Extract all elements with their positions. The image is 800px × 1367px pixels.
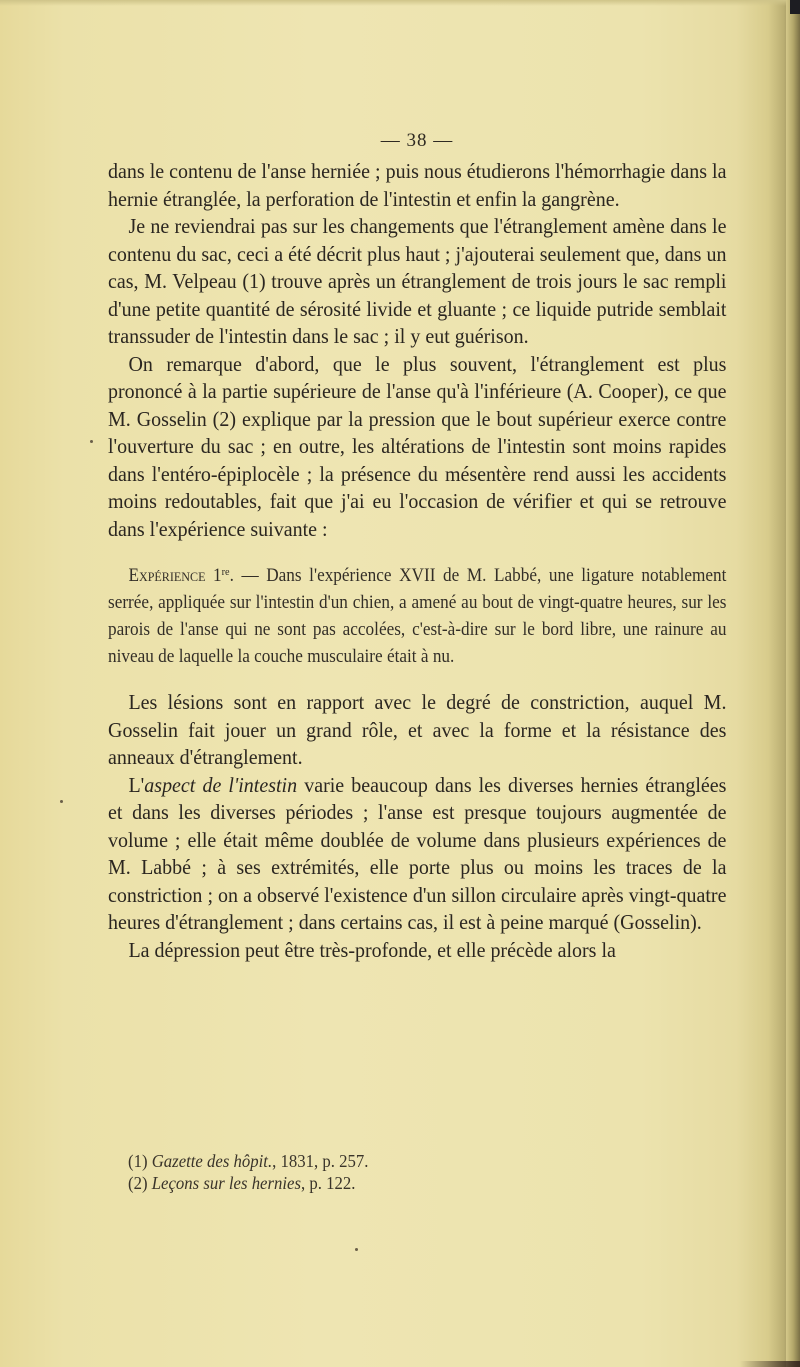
paragraph-velpeau: Je ne reviendrai pas sur les changements que l'étranglement amène dans le contenu du sac, ceci a été décrit plus haut ; j'ajouterai seulement que, dans un cas, M. Velpeau (1) trouve après un étranglement de trois jours le sac rempli d'une petite quantité de sérosité livide et gluante ; ce liquide putride semblait transsuder de l'intestin dans le sac ; il y eut guérison. bbox=[108, 214, 727, 348]
book-cover-corner-bottom bbox=[740, 1361, 800, 1367]
paper-speck bbox=[355, 1248, 358, 1251]
footnote-marker: (2) bbox=[128, 1173, 148, 1193]
experiment-label-sup: re bbox=[221, 566, 230, 578]
paragraph-lesions: Les lésions sont en rapport avec le degré de constriction, auquel M. Gosselin fait jouer un grand rôle, et avec la forme et la résistance des anneaux d'étranglement. bbox=[108, 690, 727, 769]
experiment-text: . — Dans l'expérience XVII de M. Labbé, une ligature notablement serrée, appliquée sur l'intestin d'un chien, a amené au bout de vingt-quatre heures, sur les parois de l'anse qui ne sont pas accolées, c'est-à-dire sur le bord libre, une rainure au niveau de laquelle la couche musculaire était à nu. bbox=[108, 566, 727, 667]
footnote-2 bbox=[128, 1172, 368, 1194]
paragraph-continuation: dans le contenu de l'anse herniée ; puis nous étudierons l'hémorrhagie dans la hernie étranglée, la perforation de l'intestin et enfin la gangrène. bbox=[108, 159, 727, 211]
footnote-text: , 1831, p. 257. bbox=[272, 1151, 369, 1171]
experiment-paragraph bbox=[108, 559, 726, 671]
paragraph-aspect bbox=[108, 772, 726, 937]
paragraph-depression: La dépression peut être très-profonde, et elle précède alors la bbox=[128, 937, 616, 962]
page-top-edge bbox=[0, 0, 800, 6]
aspect-text: varie beaucoup dans les diverses hernies étranglées et dans les diverses périodes ; l'anse est presque toujours augmentée de volume ; elle était même doublée de volume dans plusieurs expériences de M. Labbé ; à ses extrémités, elle porte plus ou moins les traces de la constriction ; on a observé l'existence d'un sillon circulaire après vingt-quatre heures d'étranglement ; dans certains cas, il est à peine marqué (Gosselin). bbox=[108, 772, 727, 934]
footnote-text: , p. 122. bbox=[300, 1173, 356, 1193]
paper-speck bbox=[60, 800, 63, 803]
body-text bbox=[108, 158, 726, 964]
footnote-source: Leçons sur les hernies bbox=[151, 1173, 301, 1193]
book-cover-corner bbox=[790, 0, 800, 14]
aspect-italic-term: aspect de l'intestin bbox=[144, 772, 298, 797]
experiment-label: Expérience 1 bbox=[128, 566, 222, 586]
aspect-lead: L' bbox=[128, 772, 145, 797]
book-binding-shadow bbox=[786, 0, 800, 1367]
footnotes bbox=[128, 1150, 368, 1194]
footnote-marker: (1) bbox=[128, 1151, 148, 1171]
footnote-1 bbox=[128, 1150, 368, 1172]
footnote-source: Gazette des hôpit. bbox=[151, 1151, 273, 1171]
paragraph-cooper-gosselin: On remarque d'abord, que le plus souvent, l'étranglement est plus prononcé à la partie supérieure de l'anse qu'à l'inférieure (A. Cooper), ce que M. Gosselin (2) explique par la pression que le bout supérieur exerce contre l'ouverture du sac ; en outre, les altérations de l'intestin sont moins rapides dans l'entéro-épiplocèle ; la présence du mésentère rend aussi les accidents moins redoutables, fait que j'ai eu l'occasion de vérifier et qui se retrouve dans l'expérience suivante : bbox=[108, 351, 727, 541]
page-number: — 38 — bbox=[380, 130, 454, 151]
paper-speck bbox=[90, 440, 93, 443]
